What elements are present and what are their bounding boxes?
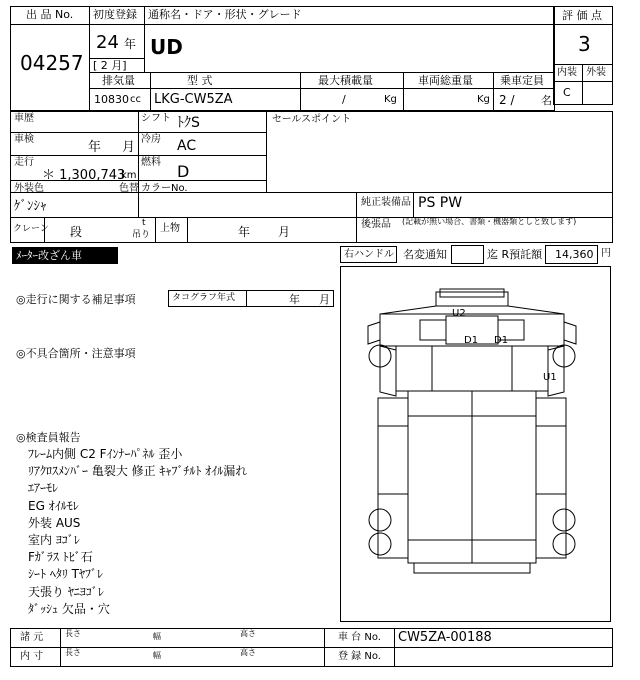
displacement-label: 排気量 (102, 74, 135, 87)
defects-label: ◎不具合箇所・注意事項 (16, 347, 136, 360)
shift-value: ﾄｸS (177, 115, 200, 131)
history-label: 車歴 (14, 113, 34, 124)
max-load-value: / (342, 93, 346, 106)
fuel-value: D (177, 162, 190, 181)
score-label: 評 価 点 (562, 9, 602, 22)
tachograph-year: 年 (289, 293, 300, 306)
crane-lift: 吊り (132, 230, 151, 240)
standard-equip-value: PS PW (418, 195, 463, 211)
chassis-label: 車 台 No. (338, 632, 381, 643)
reg-year: 24 (96, 32, 119, 53)
color-label: 外装色 (14, 183, 44, 194)
deposit-unit: 円 (601, 248, 611, 259)
color-no-label: 色替 (119, 183, 139, 194)
max-load-unit: Kg (384, 94, 397, 105)
interior-label: 内装 (557, 67, 577, 78)
color-code-label: カラーNo. (141, 183, 188, 194)
displacement-unit: cc (130, 94, 141, 105)
name-change-box (451, 245, 484, 264)
type-value: LKG-CW5ZA (154, 92, 233, 107)
dims-width: 幅 (153, 632, 161, 641)
fuel-label: 燃料 (141, 157, 161, 168)
lot-no: 04257 (20, 51, 84, 75)
inspector-line: ｼｰﾄ ﾍﾀﾘ Tﾔﾌﾞﾚ (28, 567, 103, 582)
inner-width: 幅 (153, 651, 161, 660)
inspector-line: EG ｵｲﾙﾓﾚ (28, 498, 79, 513)
inspector-line: 外装 AUS (28, 515, 81, 530)
loading-year: 年 (238, 225, 251, 239)
mark-d1-left: D1 (464, 335, 479, 346)
inspection-label: 車検 (14, 134, 34, 145)
exterior-label: 外装 (586, 67, 606, 78)
right-handle-label: 右ハンドル (344, 249, 394, 260)
dims-label: 諸 元 (20, 632, 44, 643)
inspector-line: 天張り ﾔﾆﾖｺﾞﾚ (28, 584, 104, 599)
deposit-value: 14,360 (555, 248, 594, 261)
aftermarket-note: (記載が無い場合、書類・機器類としと致します) (402, 217, 577, 226)
crane-t: t (142, 218, 146, 228)
dims-height: 高さ (240, 629, 256, 638)
lot-no-label: 出 品 No. (26, 8, 74, 21)
deposit-label: 迄 R預託額 (487, 248, 543, 261)
interior-value: C (563, 86, 571, 99)
max-load-label: 最大積載量 (318, 74, 373, 87)
tachograph-month: 月 (319, 293, 330, 306)
model-name: UD (150, 35, 183, 59)
color-value: ｹﾞﾝｼｬ (14, 199, 47, 214)
inspector-line: ｴｱｰﾓﾚ (28, 481, 59, 496)
inspector-line: ﾘｱｸﾛｽﾒﾝﾊﾞｰ 亀裂大 修正 ｷｬﾌﾞﾁﾙﾄ ｵｲﾙ漏れ (28, 464, 248, 479)
mark-u1: U1 (543, 372, 557, 383)
crane-label: クレーン (13, 224, 49, 234)
first-reg-label: 初度登録 (93, 8, 137, 21)
tachograph-label: タコグラフ年式 (172, 293, 236, 303)
inner-height: 高さ (240, 648, 256, 657)
reg-month: [ 2 月] (93, 59, 127, 72)
mark-d1-right: D1 (494, 335, 509, 346)
aftermarket-label: 後張品 (361, 219, 391, 230)
chassis-value: CW5ZA-00188 (398, 630, 492, 645)
mileage-value: ＊ 1,300,743 (42, 168, 126, 183)
capacity-label: 乗車定員 (500, 74, 544, 87)
inspector-line: Fｶﾞﾗｽ ﾄﾋﾞ石 (28, 550, 93, 565)
inspector-line: 室内 ﾖｺﾞﾚ (28, 533, 80, 547)
loading-month: 月 (278, 225, 291, 239)
mark-u2: U2 (452, 308, 466, 319)
inspector-label: ◎検査員報告 (16, 431, 81, 444)
truck-diagram (340, 266, 611, 622)
inspection-month: 月 (122, 140, 136, 155)
dims-length: 長さ (65, 629, 81, 638)
shift-label: シフト (141, 113, 171, 124)
inner-label: 内 寸 (20, 651, 44, 662)
capacity-unit: 名 (541, 94, 552, 107)
inspector-line: ﾀﾞｯｼｭ 欠品・穴 (28, 601, 110, 616)
score-value: 3 (578, 32, 591, 56)
loading-label: 上物 (160, 223, 180, 234)
reg-no-label: 登 録 No. (338, 651, 381, 662)
crane-stage: 段 (70, 225, 83, 239)
gross-weight-unit: Kg (477, 94, 490, 105)
displacement-value: 10830 (94, 93, 129, 106)
mileage-unit: km (121, 170, 137, 181)
model-grade-label: 通称名・ドア・形状・グレード (148, 8, 302, 21)
meter-tamper-badge: ﾒｰﾀｰ改ざん車 (12, 247, 118, 264)
name-change-label: 名変通知 (403, 248, 447, 261)
gross-weight-label: 車両総重量 (418, 74, 473, 87)
running-notes-label: ◎走行に関する補足事項 (16, 293, 136, 306)
standard-equip-label: 純正装備品 (361, 197, 411, 208)
type-label: 型 式 (187, 74, 213, 87)
mileage-label: 走行 (14, 157, 34, 168)
inspector-line: ﾌﾚｰﾑ内側 C2 Fｲﾝﾅｰﾊﾟﾈﾙ 歪小 (28, 447, 183, 461)
capacity-value: 2 / (499, 93, 515, 107)
inspection-year: 年 (88, 140, 102, 155)
reg-year-unit: 年 (124, 37, 137, 51)
ac-value: AC (177, 138, 197, 154)
inner-length: 長さ (65, 648, 81, 657)
ac-label: 冷房 (141, 134, 161, 145)
sales-point-label: セールスポイント (272, 114, 352, 125)
